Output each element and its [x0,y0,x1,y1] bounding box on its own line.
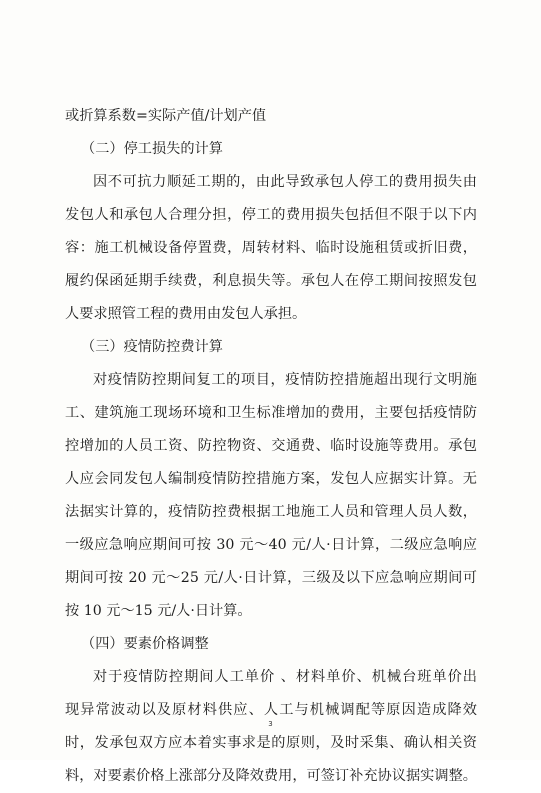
paragraph-line: 对于疫情防控期间人工单价 、材料单价、机械台班单价出 [93,669,477,685]
paragraph-line: 时，发承包双方应本着实事求是的原则，及时采集、确认相关资 [65,735,477,751]
section-heading: （四）要素价格调整 [81,636,209,652]
document-body [65,100,477,793]
paragraph-line: 控增加的人员工资、防控物资、交通费、临时设施等费用。承包 [65,438,477,454]
paragraph-line: 对疫情防控期间复工的项目，疫情防控措施超出现行文明施 [93,372,477,388]
paragraph-line: 一级应急响应期间可按 30 元～40 元/人·日计算，二级应急响应 [65,537,477,553]
paragraph-line: 工、建筑施工现场环境和卫生标准增加的费用，主要包括疫情防 [65,405,477,421]
section-heading: （三）疫情防控费计算 [81,339,223,355]
paragraph-line: 现异常波动以及原材料供应、人工与机械调配等原因造成降效 [65,702,477,718]
paragraph-line: 按 10 元～15 元/人·日计算。 [65,603,252,619]
paragraph-line: 容：施工机械设备停置费，周转材料、临时设施租赁或折旧费， [65,240,477,256]
paragraph-line: 履约保函延期手续费，利息损失等。承包人在停工期间按照发包 [65,273,477,289]
paragraph-line: 法据实计算的，疫情防控费根据工地施工人员和管理人员人数， [65,504,477,520]
paragraph-line: 人应会同发包人编制疫情防控措施方案，发包人应据实计算。无 [65,471,477,487]
paragraph-line: 期间可按 20 元～25 元/人·日计算，三级及以下应急响应期间可 [65,570,477,586]
paragraph-line: 人要求照管工程的费用由发包人承担。 [65,306,307,322]
paragraph-line: 料，对要素价格上涨部分及降效费用，可签订补充协议据实调整。 [65,768,477,784]
paragraph-line: 因不可抗力顺延工期的，由此导致承包人停工的费用损失由 [93,174,477,190]
page-number: 3 [268,720,273,728]
section-heading: （二）停工损失的计算 [81,141,223,157]
paragraph-line: 发包人和承包人合理分担，停工的费用损失包括但不限于以下内 [65,207,477,223]
text-line: 或折算系数=实际产值/计划产值 [65,108,267,124]
